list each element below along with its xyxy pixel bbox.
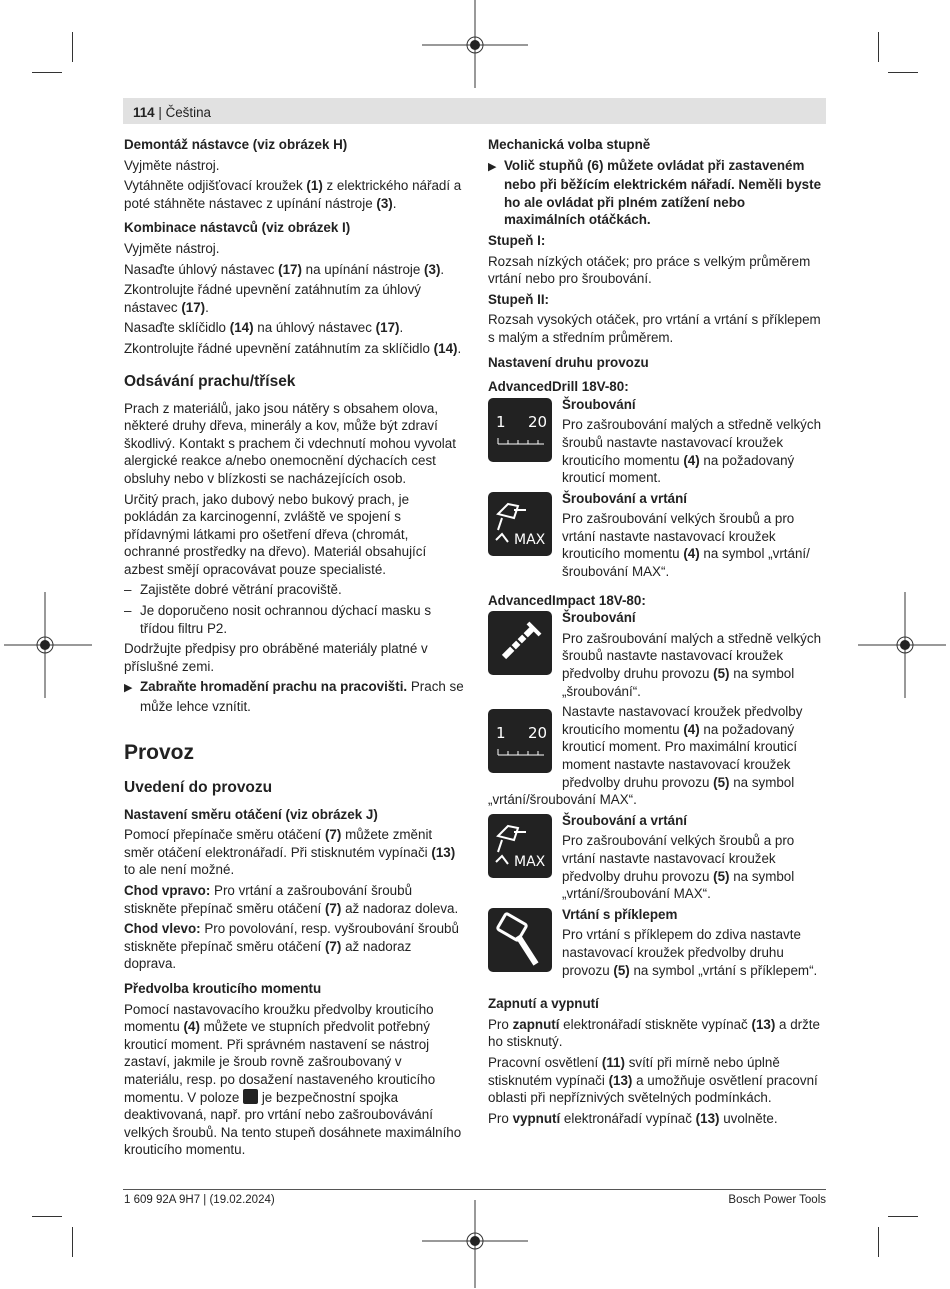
section-title-uvedeni: Uvedení do provozu (124, 778, 273, 796)
paragraph: Vyjměte nástroj. (124, 240, 220, 256)
screw-icon (488, 611, 552, 675)
drill-max-icon: MAX (488, 814, 552, 878)
mode-title: Šroubování a vrtání (562, 490, 688, 506)
mode-row (488, 396, 828, 487)
section-title-mech: Mechanická volba stupně (488, 137, 651, 152)
mode-row (488, 490, 828, 581)
section-title-demontaz: Demontáž nástavce (viz obrázek H) (124, 137, 348, 152)
section-title-druh: Nastavení druhu provozu (488, 354, 649, 370)
footer-document-id: 1 609 92A 9H7 | (19.02.2024) (124, 1194, 275, 1206)
page-number: 114 (133, 105, 155, 120)
subsection-title-smer: Nastavení směru otáčení (viz obrázek J) (124, 806, 378, 822)
page-header (133, 104, 211, 122)
paragraph: Pro zašroubování velkých šroubů a pro vrtání nastavte nastavovací kroužek předvolby druhu provozu (5) na symbol „vrtání/šroubování MAX“. (562, 833, 795, 902)
paragraph: Zkontrolujte řádné upevnění zatáhnutím za sklíčidlo (14). (124, 340, 462, 356)
crop-mark (878, 32, 879, 62)
mode-title: Vrtání s příklepem (562, 906, 678, 922)
section-title-kombinace: Kombinace nástavců (viz obrázek I) (124, 220, 351, 236)
list-item: – Zajistěte dobré větrání pracoviště. (124, 582, 342, 598)
subsection-title-predvolba: Předvolba krouticího momentu (124, 980, 322, 996)
registration-mark-bottom-icon (420, 1196, 530, 1288)
paragraph: Vyjměte nástroj. (124, 157, 220, 173)
paragraph: Zkontrolujte řádné upevnění zatáhnutím za úhlový nástavec (17). (124, 282, 422, 315)
paragraph: Pomocí přepínače směru otáčení (7) můžete změnit směr otáčení elektronářadí. Při stisknutém vypínači (13) to ale není možné. (124, 827, 456, 878)
crop-mark (888, 1216, 918, 1217)
paragraph: Pro zašroubování velkých šroubů a pro vrtání nastavte nastavovací kroužek krouticího momentu (4) na symbol „vrtání/šroubování MAX“. (562, 511, 810, 580)
paragraph: Rozsah nízkých otáček; pro práce s velkým průměrem vrtání nebo pro šroubování. (488, 253, 811, 287)
header-language: Čeština (165, 105, 211, 120)
crop-mark (888, 72, 918, 73)
right-column (488, 136, 828, 1127)
crop-mark (878, 1227, 879, 1257)
crop-mark (72, 32, 73, 62)
paragraph: Dodržujte předpisy pro obráběné materiály platné v příslušné zemi. (124, 641, 428, 674)
crop-mark (72, 1227, 73, 1257)
mode-row (488, 703, 828, 809)
paragraph: Chod vlevo: Pro povolování, resp. vyšroubování šroubů stiskněte přepínač směru otáčení (7) až nadoraz doprava. (124, 921, 459, 972)
hammer-icon (488, 908, 552, 972)
paragraph: Rozsah vysokých otáček, pro vrtání a vrtání s příklepem s malým a středním průměrem. (488, 312, 821, 345)
paragraph: Nasaďte úhlový nástavec (17) na upínání nástroje (3). (124, 261, 445, 277)
torque-dial-icon: 1 20 (488, 398, 552, 462)
footer-rule (123, 1189, 826, 1190)
paragraph: Pro zašroubování malých a středně velkých šroubů nastavte nastavovací kroužek krouticího momentu (4) na požadovaný krouticí moment. (562, 417, 822, 486)
torque-dial-icon: 1 20 (488, 709, 552, 773)
paragraph: Pro zašroubování malých a středně velkých šroubů nastavte nastavovací kroužek předvolby druhu provozu (5) na symbol „šroubování“. (562, 630, 822, 699)
mode-title: Šroubování (562, 610, 636, 626)
warning-item: ▶ Zabraňte hromadění prachu na pracovišti. Prach se může lehce vznítit. (124, 679, 464, 715)
left-column (124, 136, 464, 1159)
section-title-zapnuti: Zapnutí a vypnutí (488, 996, 599, 1012)
header-separator: | (158, 105, 162, 120)
model-title-drill: AdvancedDrill 18V-80: (488, 379, 629, 395)
drill-max-icon: MAX (488, 492, 552, 556)
footer-brand: Bosch Power Tools (728, 1194, 826, 1206)
registration-mark-left-icon (0, 590, 92, 700)
mode-row (488, 906, 828, 979)
mode-row (488, 609, 828, 700)
crop-mark (32, 1216, 62, 1217)
paragraph: Pracovní osvětlení (11) svítí při mírně nebo úplně stisknutém vypínači (13) a umožňuje osvětlení pracovní oblasti při nepříznivých světelných podmínkách. (488, 1054, 818, 1106)
paragraph: Prach z materiálů, jako jsou nátěry s obsahem olova, některé druhy dřeva, minerály a kov, může být zdraví škodlivý. Kontakt s prachem či vdechnutí mohou vyvolat alergické reakce a/nebo onemocnění dýchacích cest obsluhy nebo v blízkosti se nacházejících osob. (124, 400, 456, 486)
crop-mark (32, 72, 62, 73)
registration-mark-right-icon (858, 590, 950, 700)
chapter-title-provoz: Provoz (124, 740, 195, 764)
paragraph: Nasaďte sklíčidlo (14) na úhlový nástavec (17). (124, 320, 404, 336)
section-title-odsavani: Odsávání prachu/třísek (124, 372, 296, 390)
subsection-title-stupen-1: Stupeň I: (488, 232, 546, 248)
arrow-icon: ▶ (124, 682, 133, 695)
subsection-title-stupen-2: Stupeň II: (488, 291, 549, 307)
mode-row (488, 812, 828, 903)
paragraph: Určitý prach, jako dubový nebo bukový prach, je pokládán za karcinogenní, zvláště ve spojení s přídavnými látkami pro ošetření dřeva (chromát, ochranné prostředky na dřevo). Materiál obsahující azbest smějí opracovávat pouze specialisté. (124, 491, 427, 577)
paragraph: Pomocí nastavovacího kroužku předvolby krouticího momentu (4) můžete ve stupních předvolit potřebný krouticí moment. Při správném nastavení se nástroj zastaví, jakmile je šroub rovně zašroubovaný v materiálu, resp. po dosažení nastaveného krouticího momentu. V poloze je bezpečnostní spojka deaktivovaná, např. pro vrtání nebo zašroubovávání velkých šroubů. Na tento stupeň dosáhnete maximálního krouticího momentu. (124, 1001, 462, 1158)
paragraph: Chod vpravo: Pro vrtání a zašroubování šroubů stiskněte přepínač směru otáčení (7) až nadoraz doleva. (124, 883, 459, 916)
page-header-bar (123, 98, 826, 124)
paragraph: „vrtání/šroubování MAX“. (488, 792, 637, 808)
mode-title: Šroubování (562, 396, 636, 412)
warning-item: ▶ Volič stupňů (6) můžete ovládat při zastaveném nebo při běžícím elektrickém nářadí. Neměli byste ho ale ovládat při plném zatížení nebo maximálních otáčkách. (488, 157, 822, 228)
mode-title: Šroubování a vrtání (562, 812, 688, 828)
paragraph: Vytáhněte odjišťovací kroužek (1) z elektrického nářadí a poté stáhněte nástavec z upínání nástroje (3). (124, 178, 462, 211)
model-title-impact: AdvancedImpact 18V-80: (488, 592, 646, 608)
paragraph: Nastavte nastavovací kroužek předvolby krouticího momentu (4) na požadovaný krouticí moment. Pro maximální krouticí moment nastavte nastavovací kroužek předvolby druhu provozu (5) na symbol (562, 704, 803, 790)
paragraph: Pro vrtání s příklepem do zdiva nastavte nastavovací kroužek předvolby druhu provozu (5) na symbol „vrtání s příklepem“. (562, 927, 818, 978)
list-item: – Je doporučeno nosit ochrannou dýchací masku s třídou filtru P2. (124, 603, 432, 636)
paragraph: Pro zapnutí elektronářadí stiskněte vypínač (13) a držte ho stisknutý. (488, 1016, 820, 1050)
drill-max-inline-icon (243, 1089, 258, 1104)
arrow-icon: ▶ (488, 160, 497, 173)
registration-mark-top-icon (420, 0, 530, 92)
paragraph: Pro vypnutí elektronářadí vypínač (13) uvolněte. (488, 1110, 778, 1126)
